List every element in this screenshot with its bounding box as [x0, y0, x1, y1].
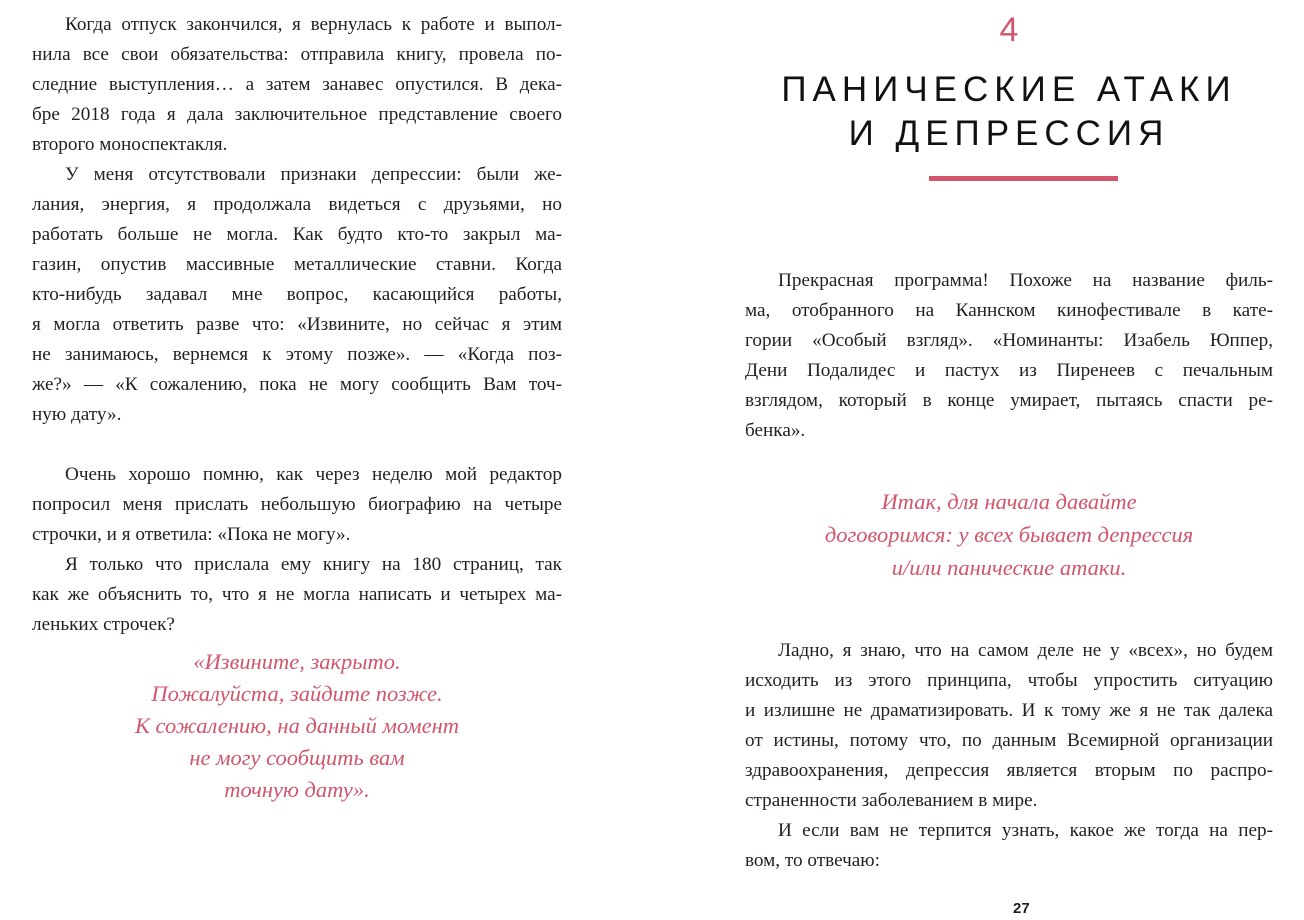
text-line: работать больше не могла. Как будто кто-то закрыл ма- [32, 224, 562, 245]
text-line: строчки, и я ответила: «Пока не могу». [32, 524, 351, 545]
text-line: И если вам не терпится узнать, какое же тогда на пер- [778, 820, 1273, 841]
quote-line: Итак, для начала давайте [881, 489, 1137, 514]
text-line: Дени Подалидес и пастух из Пиренеев с печальным [745, 360, 1273, 381]
text-line: второго моноспектакля. [32, 134, 228, 155]
text-line: взглядом, который в конце умирает, пытаясь спасти ре- [745, 390, 1273, 411]
text-line: ную дату». [32, 404, 122, 425]
quote-line: и/или панические атаки. [891, 555, 1127, 580]
text-line: нила все свои обязательства: отправила книгу, провела по- [32, 44, 562, 65]
text-line: здравоохранения, депрессия является вторым по распро- [745, 760, 1273, 781]
text-line: гории «Особый взгляд». «Номинанты: Изабель Юппер, [745, 330, 1273, 351]
text-line: Прекрасная программа! Похоже на название филь- [778, 270, 1273, 291]
text-line: я могла ответить разве что: «Извините, но сейчас я этим [32, 314, 562, 335]
text-line: Я только что прислала ему книгу на 180 страниц, так [65, 554, 562, 575]
text-line: не занимаюсь, вернемся к этому позже». — «Когда поз- [32, 344, 562, 365]
text-line: попросил меня прислать небольшую биографию на четыре [32, 494, 562, 515]
quote-line: точную дату». [224, 777, 370, 802]
text-line: вом, то отвечаю: [745, 850, 880, 871]
text-line: следние выступления… а затем занавес опустился. В дека- [32, 74, 562, 95]
text-line: и излишне не драматизировать. И к тому же я не так далека [745, 700, 1273, 721]
text-line: леньких строчек? [32, 614, 175, 635]
text-line: же?» — «К сожалению, пока не могу сообщить Вам точ- [32, 374, 562, 395]
text-line: У меня отсутствовали признаки депрессии: были же- [65, 164, 562, 185]
quote-line: не могу сообщить вам [189, 745, 405, 770]
text-line: Когда отпуск закончился, я вернулась к работе и выпол- [65, 14, 562, 35]
quote-line: К сожалению, на данный момент [134, 713, 460, 738]
text-line: как же объяснить то, что я не могла написать и четырех ма- [32, 584, 562, 605]
chapter-title-line: И ДЕПРЕССИЯ [848, 114, 1170, 153]
chapter-number: 4 [999, 11, 1019, 49]
quote-line: «Извините, закрыто. [193, 649, 401, 674]
text-line: от истины, потому что, по данным Всемирной организации [745, 730, 1273, 751]
text-line: Очень хорошо помню, как через неделю мой редактор [65, 464, 562, 485]
chapter-divider [929, 176, 1118, 181]
text-line: Ладно, я знаю, что на самом деле не у «всех», но будем [778, 640, 1273, 661]
page-number: 27 [1013, 900, 1030, 917]
text-line: страненности заболеванием в мире. [745, 790, 1038, 811]
text-line: лания, энергия, я продолжала видеться с друзьями, но [32, 194, 562, 215]
quote-line: Пожалуйста, зайдите позже. [151, 681, 443, 706]
quote-line: договоримся: у всех бывает депрессия [824, 522, 1194, 547]
text-line: кто-нибудь задавал мне вопрос, касающийся работы, [32, 284, 562, 305]
text-line: ма, отобранного на Каннском кинофестивале в кате- [745, 300, 1273, 321]
text-line: исходить из этого принципа, чтобы упростить ситуацию [745, 670, 1273, 691]
text-line: бре 2018 года я дала заключительное представление своего [32, 104, 562, 125]
chapter-title-line: ПАНИЧЕСКИЕ АТАКИ [781, 70, 1237, 109]
text-line: газин, опустив массивные металлические ставни. Когда [32, 254, 562, 275]
text-line: бенка». [745, 420, 806, 441]
